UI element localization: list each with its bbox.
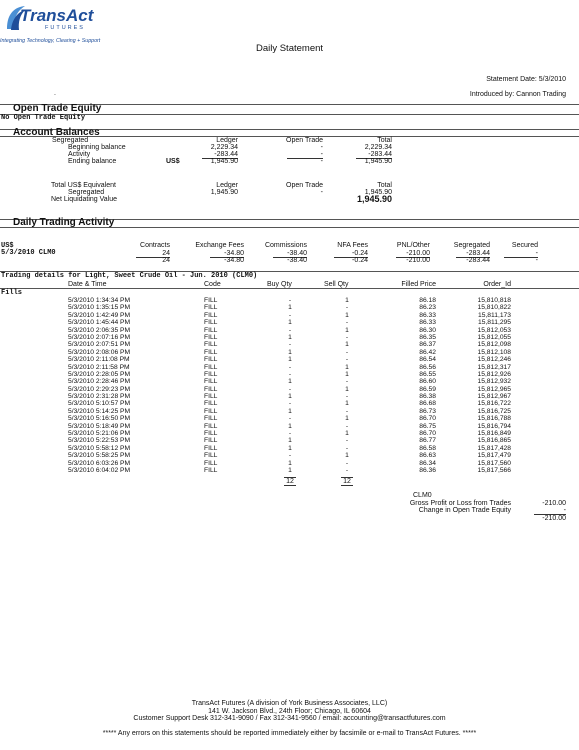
fill-code: FILL — [204, 459, 218, 467]
fill-row — [0, 378, 579, 385]
fill-row — [0, 356, 579, 363]
rule — [0, 288, 579, 289]
fill-buy-qty: - — [288, 385, 292, 393]
introduced-by: Introduced by: Cannon Trading — [469, 91, 566, 98]
fill-row — [0, 445, 579, 452]
fill-row — [0, 460, 579, 467]
balance-row-ledger: 2,229.34 — [210, 144, 238, 151]
summary-contract: CLM0 — [413, 492, 432, 499]
fill-order-id: 15,812,098 — [477, 341, 511, 349]
fill-datetime: 5/3/2010 6:03:26 PM — [68, 459, 131, 467]
fill-sell-qty: - — [345, 437, 349, 445]
fill-buy-qty: 1 — [288, 422, 292, 430]
fill-sell-qty: - — [345, 356, 349, 364]
col-ledger: Ledger — [216, 182, 238, 189]
activity-col-header: Commissions — [264, 242, 307, 249]
fill-price: 86.77 — [419, 437, 436, 445]
balance-row-ledger: -283.44 — [202, 151, 238, 159]
fill-buy-qty: 1 — [288, 466, 292, 474]
total-segregated-total: 1,945.90 — [364, 189, 392, 196]
fill-order-id: 15,816,849 — [477, 430, 511, 438]
fill-price: 86.23 — [419, 304, 436, 312]
fill-datetime: 5/3/2010 5:10:57 PM — [68, 400, 131, 408]
fill-order-id: 15,812,108 — [477, 348, 511, 356]
rule — [0, 114, 579, 115]
company-logo — [0, 0, 100, 48]
fill-sell-qty: 1 — [345, 415, 349, 423]
fill-buy-qty: - — [288, 400, 292, 408]
fill-price: 86.33 — [419, 311, 436, 319]
fill-sell-qty: 1 — [345, 326, 349, 334]
fill-order-id: 15,816,788 — [477, 415, 511, 423]
fill-order-id: 15,816,794 — [477, 422, 511, 430]
fill-buy-qty: 1 — [288, 304, 292, 312]
activity-cell: -38.40 — [273, 250, 307, 258]
fill-datetime: 5/3/2010 5:14:25 PM — [68, 407, 131, 415]
fill-buy-qty: 1 — [288, 319, 292, 327]
fill-datetime: 5/3/2010 2:29:23 PM — [68, 385, 131, 393]
fill-code: FILL — [204, 400, 218, 408]
footer-disclaimer: ***** Any errors on this statements should be reported immediately either by facsimile or e-mail to TransAct Futures. ***** — [102, 730, 477, 737]
fill-row — [0, 415, 579, 422]
activity-total-cell: - — [535, 257, 538, 264]
fill-buy-qty: - — [288, 311, 292, 319]
nlv-value: 1,945.90 — [356, 194, 392, 204]
fill-order-id: 15,810,822 — [477, 304, 511, 312]
balance-row-open-trade: - — [320, 144, 323, 151]
fill-sell-qty: - — [345, 407, 349, 415]
fill-order-id: 15,812,965 — [477, 385, 511, 393]
logo-sub: FUTURES — [45, 25, 85, 31]
balance-row-open-trade: - — [320, 158, 323, 165]
fill-price: 86.30 — [419, 326, 436, 334]
fill-code: FILL — [204, 341, 218, 349]
fill-price: 86.33 — [419, 319, 436, 327]
fill-row — [0, 437, 579, 444]
fill-code: FILL — [204, 363, 218, 371]
fill-code: FILL — [204, 430, 218, 438]
fill-buy-qty: - — [288, 415, 292, 423]
fill-sell-qty: 1 — [345, 341, 349, 349]
fill-row — [0, 304, 579, 311]
section-heading-account-balances: Account Balances — [13, 127, 100, 138]
activity-cell: -0.24 — [334, 250, 368, 258]
fill-datetime: 5/3/2010 2:31:28 PM — [68, 393, 131, 401]
balance-row-label: Ending balance — [68, 158, 117, 165]
fill-row — [0, 408, 579, 415]
fill-order-id: 15,812,317 — [477, 363, 511, 371]
details-col-header: Code — [204, 281, 221, 288]
fill-row — [0, 386, 579, 393]
fill-row — [0, 297, 579, 304]
balance-row-open-trade: - — [287, 151, 323, 159]
fill-order-id: 15,811,173 — [478, 311, 511, 319]
fill-buy-qty: 1 — [288, 356, 292, 364]
fill-buy-qty: 1 — [288, 437, 292, 445]
fill-sell-qty: - — [345, 348, 349, 356]
summary-net-value: -210.00 — [542, 515, 566, 522]
fill-order-id: 15,810,818 — [477, 297, 511, 304]
fill-datetime: 5/3/2010 2:11:58 PM — [68, 363, 130, 371]
open-trade-note: No Open Trade Equity — [1, 114, 86, 122]
balance-row-label: Beginning balance — [68, 144, 126, 151]
activity-cell: - — [504, 250, 538, 258]
fill-datetime: 5/3/2010 2:11:08 PM — [68, 356, 130, 364]
fill-order-id: 15,812,055 — [477, 333, 511, 341]
fill-price: 86.73 — [419, 407, 436, 415]
fill-code: FILL — [204, 348, 218, 356]
fill-datetime: 5/3/2010 2:06:35 PM — [68, 326, 131, 334]
fill-code: FILL — [204, 326, 218, 334]
activity-cell: 24 — [136, 250, 170, 258]
fill-price: 86.58 — [419, 444, 436, 452]
fill-price: 86.55 — [419, 370, 436, 378]
balance-row-total: 2,229.34 — [364, 144, 392, 151]
total-segregated-label: Segregated — [68, 189, 105, 196]
details-col-header: Order_Id — [483, 281, 511, 288]
fill-order-id: 15,817,428 — [477, 444, 511, 452]
fill-order-id: 15,817,566 — [477, 466, 511, 474]
logo-tagline: Integrating Technology, Clearing + Support — [0, 38, 101, 44]
fill-code: FILL — [204, 304, 218, 312]
fill-buy-qty: - — [288, 430, 292, 438]
segregated-label: Segregated — [52, 137, 89, 144]
fill-sell-qty: - — [345, 319, 349, 327]
details-col-header: Date & Time — [68, 281, 107, 288]
activity-col-header: Contracts — [140, 242, 170, 249]
fill-buy-qty: - — [288, 452, 292, 460]
section-heading-open-trade-equity: Open Trade Equity — [13, 103, 102, 114]
fill-row — [0, 319, 579, 326]
summary-gross-value: -210.00 — [542, 500, 566, 507]
summary-change-label: Change in Open Trade Equity — [418, 507, 511, 514]
fill-row — [0, 349, 579, 356]
section-heading-daily-trading: Daily Trading Activity — [13, 217, 115, 228]
activity-total-cell: -283.44 — [466, 257, 490, 264]
fill-code: FILL — [204, 444, 218, 452]
fill-price: 86.75 — [419, 422, 436, 430]
fill-code: FILL — [204, 311, 218, 319]
col-total: Total — [377, 137, 392, 144]
fill-code: FILL — [204, 437, 218, 445]
fill-row — [0, 312, 579, 319]
fill-datetime: 5/3/2010 6:04:02 PM — [68, 466, 131, 474]
fill-price: 86.63 — [419, 452, 436, 460]
rule — [0, 227, 579, 228]
fill-datetime: 5/3/2010 5:58:12 PM — [68, 444, 131, 452]
total-segregated-ledger: 1,945.90 — [210, 189, 238, 196]
fill-sell-qty: 1 — [345, 297, 349, 304]
details-col-header: Filled Price — [401, 281, 436, 288]
fill-code: FILL — [204, 333, 218, 341]
stray-dot: . — [54, 90, 56, 97]
fill-datetime: 5/3/2010 2:28:46 PM — [68, 378, 131, 386]
fill-sell-qty: 1 — [345, 452, 349, 460]
fill-sell-qty: 1 — [345, 400, 349, 408]
fill-buy-qty: - — [288, 341, 292, 349]
fill-sell-qty: 1 — [345, 363, 349, 371]
activity-total-cell: -210.00 — [406, 257, 430, 264]
fills-label: Fills — [1, 289, 23, 297]
currency-label: US$ — [1, 242, 14, 250]
fill-sell-qty: - — [345, 444, 349, 452]
fill-order-id: 15,812,053 — [477, 326, 511, 334]
fill-buy-qty: - — [288, 363, 292, 371]
fill-row — [0, 452, 579, 459]
activity-cell: -283.44 — [456, 250, 490, 258]
fill-datetime: 5/3/2010 1:42:49 PM — [68, 311, 131, 319]
fill-order-id: 15,817,479 — [477, 452, 511, 460]
fill-code: FILL — [204, 415, 218, 423]
fill-code: FILL — [204, 422, 218, 430]
fill-buy-qty: 1 — [288, 378, 292, 386]
fill-buy-qty: 1 — [288, 444, 292, 452]
details-col-header: Sell Qty — [324, 281, 349, 288]
activity-total-cell: -38.40 — [287, 257, 307, 264]
fill-code: FILL — [204, 356, 218, 364]
fill-datetime: 5/3/2010 2:28:05 PM — [68, 370, 131, 378]
fill-sell-qty: 1 — [345, 385, 349, 393]
fill-row — [0, 423, 579, 430]
fill-datetime: 5/3/2010 1:34:34 PM — [68, 297, 131, 304]
fill-sell-qty: - — [345, 378, 349, 386]
fill-datetime: 5/3/2010 5:21:06 PM — [68, 430, 131, 438]
col-ledger: Ledger — [216, 137, 238, 144]
fill-datetime: 5/3/2010 2:07:16 PM — [68, 333, 131, 341]
nlv-label: Net Liquidating Value — [51, 196, 118, 203]
fill-buy-qty: - — [288, 297, 292, 304]
fill-code: FILL — [204, 466, 218, 474]
fill-order-id: 15,816,725 — [477, 407, 511, 415]
fill-buy-qty: 1 — [288, 459, 292, 467]
fill-price: 86.54 — [419, 356, 436, 364]
total-segregated-open: - — [320, 189, 323, 196]
footer-line: Customer Support Desk 312-341-9090 / Fax 312-341-9560 / email: accounting@transactfutures.com — [133, 715, 446, 722]
fill-sell-qty: - — [345, 422, 349, 430]
balance-row-ledger: 1,945.90 — [210, 158, 238, 165]
fill-sell-qty: - — [345, 333, 349, 341]
fill-code: FILL — [204, 393, 218, 401]
fill-price: 86.56 — [419, 363, 436, 371]
fill-sell-qty: - — [345, 304, 349, 312]
fill-code: FILL — [204, 407, 218, 415]
fills-table — [0, 297, 579, 474]
fill-order-id: 15,816,722 — [477, 400, 511, 408]
fill-sell-qty: - — [345, 393, 349, 401]
fill-code: FILL — [204, 378, 218, 386]
fill-row — [0, 393, 579, 400]
balance-row-total: -283.44 — [356, 151, 392, 159]
col-open-trade: Open Trade — [286, 137, 323, 144]
activity-col-header: PNL/Other — [396, 242, 430, 249]
fill-buy-qty: - — [288, 370, 292, 378]
statement-date: Statement Date: 5/3/2010 — [486, 76, 566, 83]
fill-order-id: 15,817,560 — [477, 459, 511, 467]
fill-datetime: 5/3/2010 2:08:06 PM — [68, 348, 131, 356]
fill-code: FILL — [204, 297, 218, 304]
fill-buy-qty: - — [288, 326, 292, 334]
fill-datetime: 5/3/2010 1:35:15 PM — [68, 304, 131, 312]
activity-total-cell: -0.24 — [352, 257, 368, 264]
balance-row-label: Activity — [68, 151, 91, 158]
fill-price: 86.70 — [419, 415, 436, 423]
trading-details-heading: Trading details for Light, Sweet Crude Oil - Jun. 2010 (CLM0) — [1, 272, 258, 280]
balance-row-currency: US$ — [166, 158, 180, 165]
fill-datetime: 5/3/2010 2:07:51 PM — [68, 341, 131, 349]
fill-sell-qty: - — [345, 466, 349, 474]
fill-datetime: 5/3/2010 5:18:49 PM — [68, 422, 131, 430]
fill-code: FILL — [204, 385, 218, 393]
summary-gross-label: Gross Profit or Loss from Trades — [409, 500, 511, 507]
fill-price: 86.35 — [419, 333, 436, 341]
fill-price: 86.18 — [419, 297, 436, 304]
fill-row — [0, 400, 579, 407]
fill-price: 86.34 — [419, 459, 436, 467]
fill-price: 86.60 — [419, 378, 436, 386]
col-total: Total — [377, 182, 392, 189]
fill-price: 86.68 — [419, 400, 436, 408]
activity-col-header: NFA Fees — [337, 242, 368, 249]
fill-order-id: 15,812,926 — [477, 370, 511, 378]
fill-buy-qty: 1 — [288, 333, 292, 341]
fill-order-id: 15,811,295 — [478, 319, 511, 327]
fill-datetime: 5/3/2010 1:45:44 PM — [68, 319, 131, 327]
fill-price: 86.36 — [419, 466, 436, 474]
activity-col-header: Secured — [511, 242, 538, 249]
fill-row — [0, 327, 579, 334]
balance-row-total: 1,945.90 — [364, 158, 392, 165]
fill-price: 86.38 — [419, 393, 436, 401]
fill-sell-qty: 1 — [345, 430, 349, 438]
activity-total-cell: 24 — [162, 257, 170, 264]
footer-line: TransAct Futures (A division of York Business Associates, LLC) — [191, 700, 388, 707]
fill-price: 86.70 — [419, 430, 436, 438]
fill-code: FILL — [204, 319, 218, 327]
fill-sell-qty: 1 — [345, 370, 349, 378]
fill-code: FILL — [204, 370, 218, 378]
fill-sell-qty: 1 — [345, 311, 349, 319]
fill-buy-qty: 1 — [288, 393, 292, 401]
activity-cell: -34.80 — [210, 250, 244, 258]
activity-col-header: Exchange Fees — [195, 242, 244, 249]
fill-order-id: 15,812,246 — [477, 356, 511, 364]
fill-row — [0, 430, 579, 437]
fill-buy-qty: 1 — [288, 348, 292, 356]
summary-change-value: - — [534, 507, 566, 515]
col-open-trade: Open Trade — [286, 182, 323, 189]
fill-order-id: 15,812,967 — [477, 393, 511, 401]
sell-total: 12 — [341, 477, 353, 486]
total-equivalent-label: Total US$ Equivalent — [51, 182, 116, 189]
fill-datetime: 5/3/2010 5:22:53 PM — [68, 437, 131, 445]
fill-order-id: 15,816,865 — [477, 437, 511, 445]
fill-sell-qty: - — [345, 459, 349, 467]
fill-code: FILL — [204, 452, 218, 460]
fill-row — [0, 334, 579, 341]
details-col-header: Buy Qty — [267, 281, 292, 288]
footer-line: 141 W. Jackson Blvd., 24th Floor; Chicago, IL 60604 — [208, 708, 371, 715]
fill-price: 86.42 — [419, 348, 436, 356]
fill-price: 86.59 — [419, 385, 436, 393]
activity-cell: -210.00 — [396, 250, 430, 258]
fill-row — [0, 467, 579, 474]
fill-price: 86.37 — [419, 341, 436, 349]
fill-row — [0, 364, 579, 371]
activity-row-label: 5/3/2010 CLM0 — [1, 249, 56, 257]
fill-order-id: 15,812,932 — [477, 378, 511, 386]
logo-name: TransAct — [20, 6, 94, 25]
fill-row — [0, 371, 579, 378]
fill-datetime: 5/3/2010 5:58:25 PM — [68, 452, 131, 460]
fill-buy-qty: 1 — [288, 407, 292, 415]
activity-col-header: Segregated — [453, 242, 490, 249]
page-title: Daily Statement — [255, 43, 324, 54]
buy-total: 12 — [284, 477, 296, 486]
activity-total-cell: -34.80 — [224, 257, 244, 264]
fill-row — [0, 341, 579, 348]
fill-datetime: 5/3/2010 5:16:50 PM — [68, 415, 131, 423]
